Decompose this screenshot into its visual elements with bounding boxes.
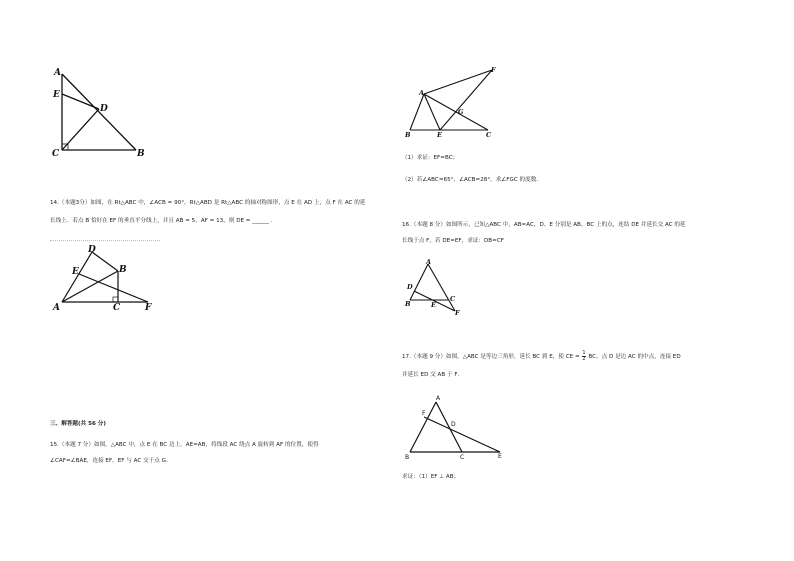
q14-line2-end: .: [270, 218, 273, 224]
fig2-label-f: F: [145, 303, 152, 313]
figure-3-triangle: [402, 64, 502, 140]
figure-2-triangle: [50, 244, 160, 314]
q14-answer-blank: ______: [252, 218, 270, 224]
fig1-label-a: A: [54, 68, 61, 78]
q17-frac-num: 1: [582, 350, 586, 356]
q17-sub-1: 求证：（1）EF ⊥ AB；: [402, 474, 460, 480]
figure-5-triangle: [402, 392, 508, 462]
q17-line2: 并延长 ED 交 AB 于 F．: [402, 372, 464, 378]
q14-line2: [50, 218, 273, 225]
q14-line2-text: 长线上．若点 B 恰好在 EF 的垂直平分线上，并且 AB = 5，AF = 13，则 DE =: [50, 218, 251, 224]
fig4-label-b: B: [405, 300, 411, 308]
q15-line1: 15.（本题 7 分）如图，△ABC 中，点 E 在 BC 边上，AE=AB，将线段 AC 绕点 A 旋转到 AF 的位置，使得: [50, 442, 319, 448]
q17-line1-pre: 17.（本题 9 分）如图，△ABC 是等边三角形，延长 BC 到 E，使 CE =: [402, 354, 580, 360]
fig1-label-d: D: [100, 104, 108, 114]
fig4-label-e: E: [431, 301, 436, 309]
q15-sub-1: （1）求证：EF=BC；: [402, 155, 459, 161]
fig1-label-c: C: [52, 149, 60, 159]
figure-1-triangle: [48, 66, 148, 158]
fig3-label-a: A: [419, 89, 425, 97]
fig4-label-c: C: [450, 295, 456, 303]
fig5-label-c: C: [460, 454, 465, 461]
q16-line2: 长线于点 F，若 DE=EF，求证：DB=CF: [402, 238, 504, 244]
fig5-label-b: B: [405, 454, 410, 461]
fig2-label-a: A: [53, 303, 60, 313]
q15-sub-2: （2）若∠ABC=65°，∠ACB=28°，求∠FGC 的度数.: [402, 177, 539, 183]
fig4-label-f: F: [455, 309, 460, 317]
fig5-label-a: A: [436, 395, 441, 402]
fig2-label-b: B: [119, 265, 127, 275]
q17-frac-den: 2: [582, 356, 586, 362]
figure-4-triangle: [402, 256, 464, 318]
fig3-label-c: C: [486, 131, 492, 139]
fig2-label-d: D: [88, 245, 96, 255]
fig2-label-c: C: [113, 303, 121, 313]
fig4-label-d: D: [407, 283, 413, 291]
q17-line1: [402, 351, 681, 362]
fig3-label-f: F: [491, 66, 496, 74]
q17-fraction: [582, 351, 585, 362]
q15-line2: ∠CAF=∠BAE，连接 EF，EF 与 AC 交于点 G.: [50, 458, 168, 464]
divider: [50, 240, 160, 241]
q17-line1-post: BC，点 D 是边 AC 的中点，连接 ED: [588, 354, 681, 360]
fig5-label-f: F: [422, 410, 426, 417]
section-3-title: 三、解答题(共 56 分): [50, 421, 106, 427]
fig1-label-b: B: [137, 149, 145, 159]
fig1-label-e: E: [53, 90, 60, 100]
fig3-label-g: G: [458, 108, 464, 116]
fig2-label-e: E: [72, 267, 79, 277]
fig5-label-d: D: [451, 421, 456, 428]
q16-line1: 16.（本题 8 分）如图所示，已知△ABC 中，AB=AC，D、E 分别是 AB、BC 上的点，连结 DE 并延长交 AC 的延: [402, 222, 686, 228]
fig5-label-e: E: [498, 453, 502, 460]
fig3-label-b: B: [405, 131, 411, 139]
q14-line1: 14.（本题3分）如图，在 Rt△ABC 中，∠ACB = 90°，Rt△ABD 是 Rt△ABC 的轴对称图形，点 E 在 AD 上，点 F 在 AC 的延: [50, 200, 366, 206]
fig4-label-a: A: [426, 258, 432, 266]
fig3-label-e: E: [437, 131, 442, 139]
